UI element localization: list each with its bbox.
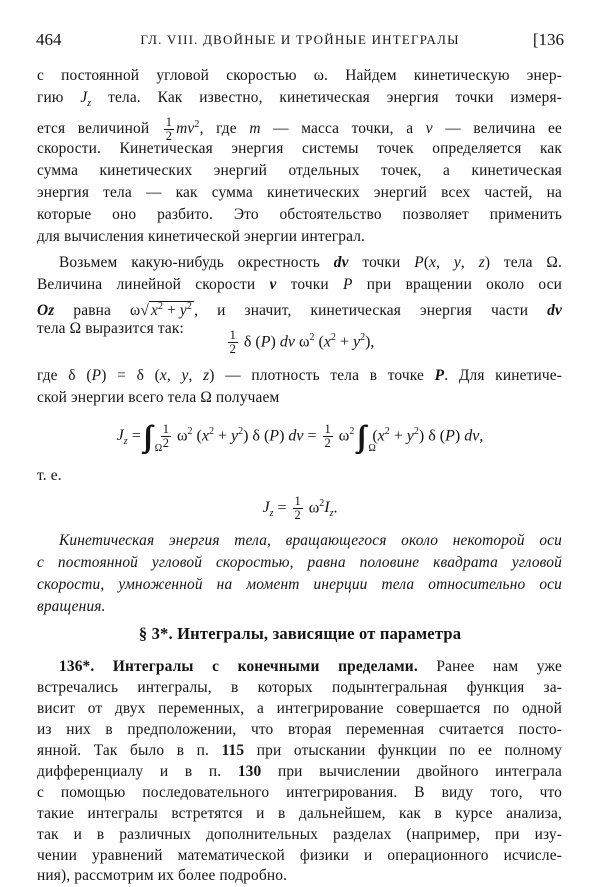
para4-line8: такие интегралы встретятся и в дальнейшем, как в курсе анализа, [37, 805, 562, 822]
para2-line4: тела Ω выразится так: [37, 320, 184, 337]
theorem-line3: скорости, умноженной на момент инерции тела относительно оси [37, 576, 562, 593]
running-title: ГЛ. VIII. ДВОЙНЫЕ И ТРОЙНЫЕ ИНТЕГРАЛЫ [140, 32, 460, 47]
sqrt-expression: √ $x^2 + y^2$ [140, 301, 193, 320]
theorem-line2: с постоянной угловой скоростью, равна половине квадрата угловой [37, 554, 562, 571]
para1-line4: скорости. Кинетическая энергия системы точек определяется как [37, 140, 562, 157]
para4-line5: янной. Так было в п. 115 при отыскании функции по ее полному [37, 742, 562, 759]
fraction-one-half: $\frac{1}{2}$ [165, 115, 173, 144]
theorem-line4: вращения. [37, 598, 106, 615]
para4-line1: 136*. Интегралы с конечными пределами. Ранее нам уже [59, 658, 562, 675]
page-number: 464 [36, 30, 62, 49]
ref-115: 115 [221, 742, 245, 759]
theorem-line1: Кинетическая энергия тела, вращающегося около некоторой оси [59, 532, 562, 549]
para1-line7: которые оно разбито. Это обстоятельство позволяет применить [37, 206, 562, 223]
ref-130: 130 [237, 763, 262, 780]
te-line: т. е. [37, 467, 62, 484]
para4-line11: ния), рассмотрим их более подробно. [37, 867, 288, 884]
para1-line8: для вычисления кинетической энергии интеграл. [37, 228, 366, 245]
formula-total-energy: $J_z$ = Ω $\frac{1}{2}$ $\omega^2$ $(x^2 + y^2)$ δ (P) dv = $\frac{1}{2}$ $\omega^2$ Ω $(x^2 + y^2)$ δ (P) dv, [116, 422, 484, 454]
page-header [36, 30, 564, 58]
para1-line2: гию $J_z$ тела. Как известно, кинетическая энергия точки измеря- [37, 89, 562, 110]
section-number: [136 [532, 30, 564, 49]
para4-line10: чении уравнений математической физики и операционного исчисле- [37, 847, 562, 864]
para4-line3: висит от двух переменных, а интегрирование совершается по одной [37, 700, 562, 717]
para4-line6: дифференциалу и в п. 130 при вычислении двойного интеграла [37, 763, 562, 780]
section-heading: § 3*. Интегралы, зависящие от параметра [138, 624, 462, 643]
para2-line2: Величина линейной скорости v точки P при вращении около оси [37, 276, 562, 293]
para1-line3: ется величиной $\frac{1}{2}$ $mv^2$, где m — масса точки, а v — величина ее [37, 115, 562, 144]
subsection-title: 136*. Интегралы с конечными пределами. [59, 658, 418, 675]
para1-line5: сумма кинетических энергий отдельных точек, а кинетическая [37, 162, 562, 179]
para4-line2: встречались интегралы, в которых подынтегральная функция за- [37, 679, 562, 696]
para3-line1: где δ (P) = δ (x, y, z) — плотность тела в точке P. Для кинетиче- [37, 367, 562, 384]
para4-line4: из них в предположении, что вторая переменная считается посто- [37, 721, 562, 738]
para2-line1: Возьмем какую-нибудь окрестность dv точки P(x, y, z) тела Ω. [59, 254, 562, 271]
para1-line6: энергия тела — как сумма кинетических энергий всех частей, на [37, 184, 562, 201]
formula-kinetic-element: $\frac{1}{2}$ δ (P) dv $\omega^2$ $(x^2 + y^2)$, [229, 328, 375, 357]
para3-line2: ской энергии всего тела Ω получаем [37, 389, 280, 406]
formula-result: $J_z$ = $\frac{1}{2}$ $\omega^2I_z$. [262, 494, 338, 523]
para1-line1: с постоянной угловой скоростью ω. Найдем кинетическую энер- [37, 67, 562, 84]
para2-line3: Oz равна ω√ $x^2 + y^2$ , и значит, кинетическая энергия части dv [37, 297, 562, 322]
para4-line9: так и в различных дополнительных разделах (например, при изу- [37, 826, 562, 843]
para4-line7: с помощью последовательного интегрирования. В виду того, что [37, 784, 562, 801]
